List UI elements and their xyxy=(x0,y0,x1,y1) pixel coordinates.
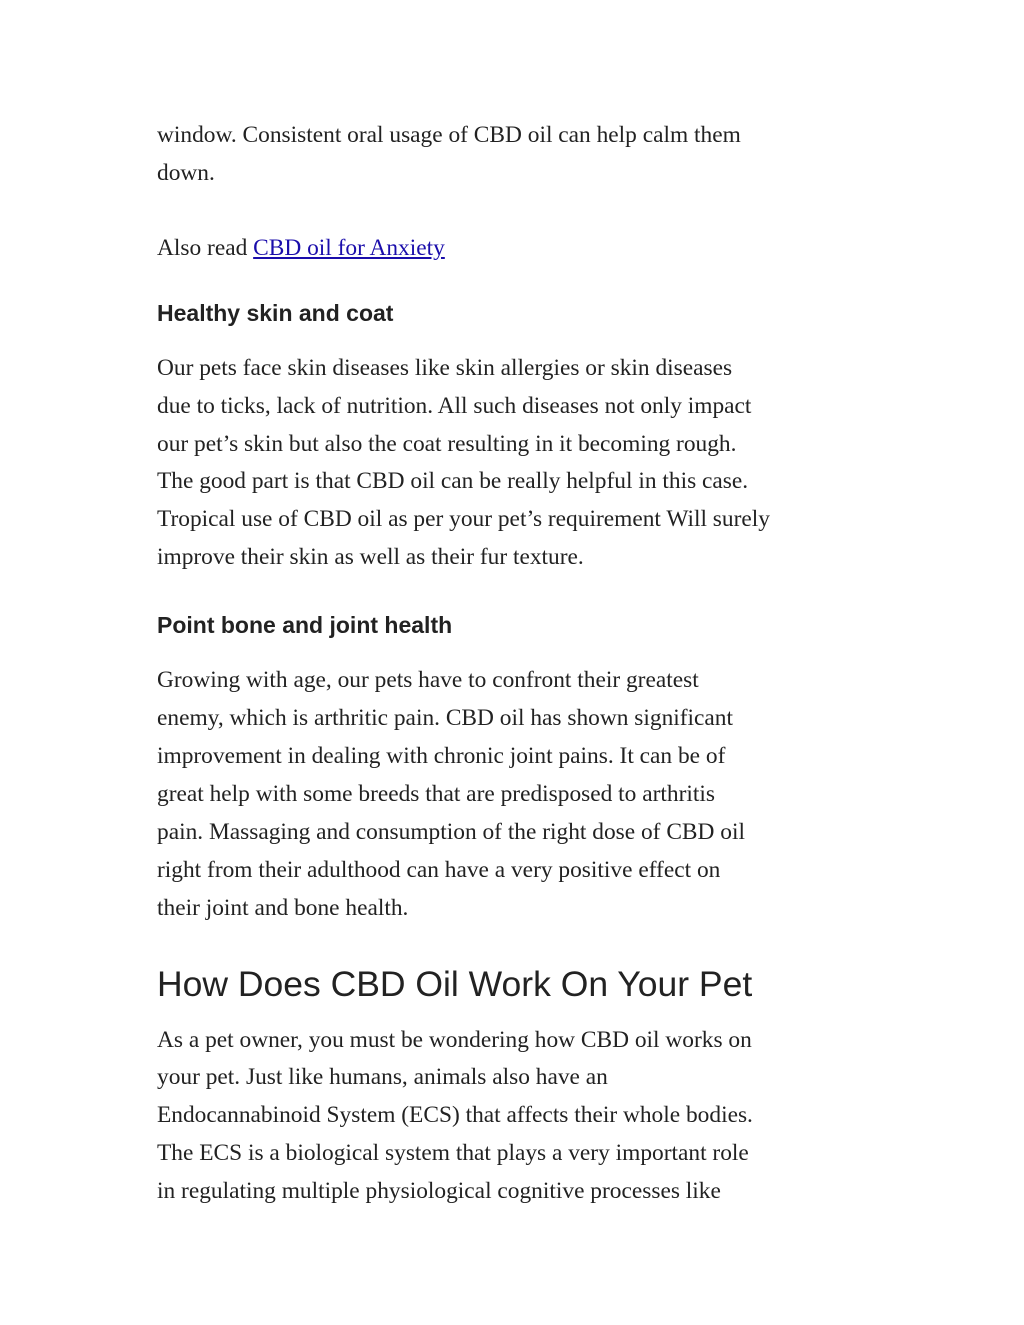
skin-paragraph: Our pets face skin diseases like skin allergies or skin diseases due to ticks, lack of nutrition. All such diseases not only impact our pet’s skin but also the coat resulting in it becoming rough. The good part is that CBD oil can be really helpful in this case. Tropical use of CBD oil as per your pet’s requirement Will surely improve their skin as well as their fur texture. xyxy=(157,354,770,571)
intro-paragraph: window. Consistent oral usage of CBD oil can help calm them down. xyxy=(157,122,741,186)
heading-healthy-skin: Healthy skin and coat xyxy=(157,299,394,326)
how-paragraph: As a pet owner, you must be wondering how CBD oil works on your pet. Just like humans, animals also have an Endocannabinoid System (ECS) that affects their whole bodies. The ECS is a biological system that plays a very important role in regulating multiple physiological cognitive processes like xyxy=(157,1026,753,1205)
document-page xyxy=(157,117,877,1211)
heading-bone-joint: Point bone and joint health xyxy=(157,612,453,639)
cbd-anxiety-link[interactable]: CBD oil for Anxiety xyxy=(253,234,445,261)
heading-how-cbd-works: How Does CBD Oil Work On Your Pet xyxy=(157,963,753,1004)
also-read-line xyxy=(157,230,877,268)
also-read-prefix: Also read xyxy=(157,234,254,261)
bone-paragraph: Growing with age, our pets have to confront their greatest enemy, which is arthritic pain. CBD oil has shown significant improvement in dealing with chronic joint pains. It can be of great help with some breeds that are predisposed to arthritis pain. Massaging and consumption of the right dose of CBD oil right from their adulthood can have a very positive effect on their joint and bone health. xyxy=(157,667,745,921)
